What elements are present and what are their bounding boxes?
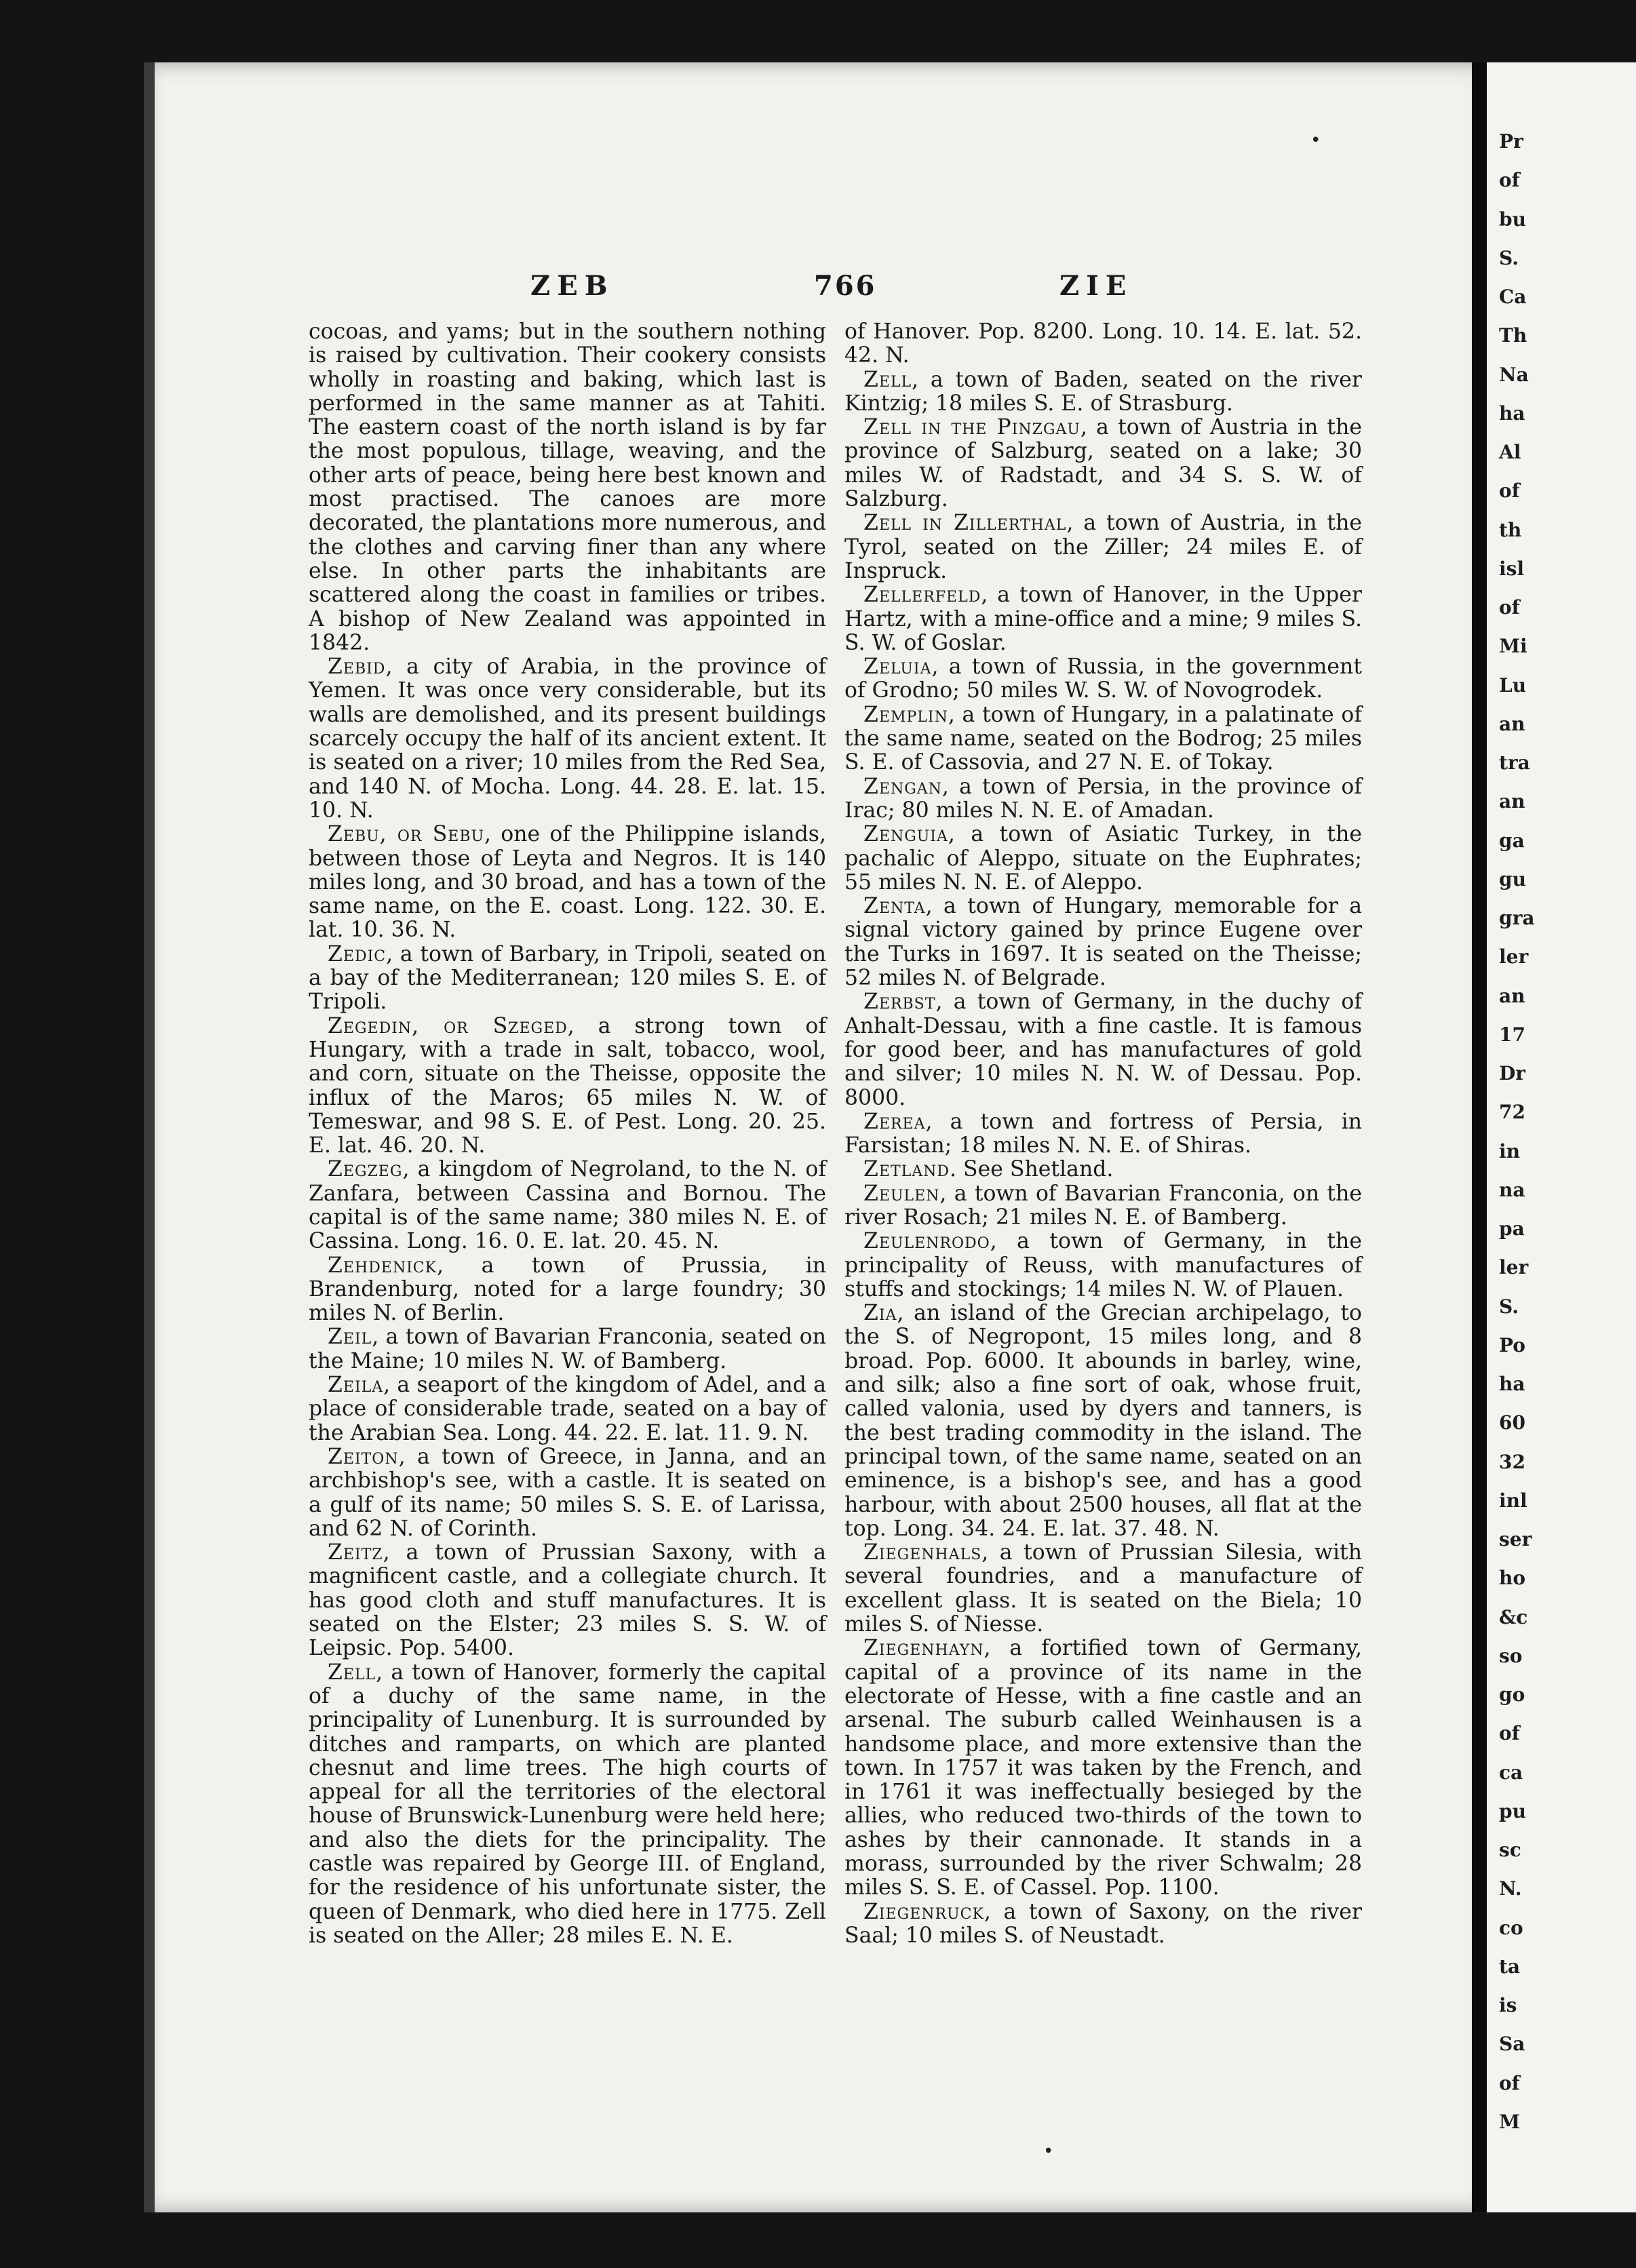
entry-headword: Zellerfeld (863, 583, 981, 608)
entry-headword: Zemplin (863, 702, 948, 727)
gazetteer-entry (309, 823, 826, 942)
next-page-fragment: Al (1499, 441, 1521, 463)
next-page-fragment: 32 (1499, 1451, 1525, 1473)
book-gutter (1472, 62, 1487, 2212)
entry-headword: Zebu, or Sebu (328, 822, 485, 847)
entry-text: , an island of the Grecian archipelago, to the S. of Negropont, 15 miles long, and 8 broad. Pop. 6000. It abounds in barley, wine, and silk; also a fine sort of oak, whose fruit, called valonia, used by dyers and tanners, is the best trading commodity in the island. The principal town, of the same name, seated on an eminence, is a bishop's see, and has a good harbour, with about 2500 houses, all flat at the top. Long. 34. 24. E. lat. 37. 48. N. (844, 1301, 1362, 1541)
next-page-fragment: of (1499, 2072, 1520, 2094)
entry-headword: Zegedin, or Szeged (328, 1013, 568, 1038)
next-page-fragment: ca (1499, 1761, 1523, 1784)
printed-dot: • (1043, 2141, 1054, 2162)
next-page-fragment: ho (1499, 1567, 1526, 1589)
next-page-fragment: pa (1499, 1217, 1525, 1240)
gazetteer-entry (844, 583, 1362, 655)
gazetteer-entry (844, 1900, 1362, 1949)
entry-text: , a town of Prussian Silesia, with several foundries, and a manufacture of excellent glass. It is seated on the Biela; 10 miles S. of Niesse. (844, 1540, 1362, 1637)
next-page-fragment: 60 (1499, 1411, 1525, 1434)
entry-headword: Zeulen (863, 1181, 940, 1206)
entry-headword: Zebid (328, 654, 386, 680)
next-page-fragment: pu (1499, 1800, 1526, 1822)
gazetteer-entry (309, 1325, 826, 1373)
entry-text: , a town and fortress of Persia, in Farsistan; 18 miles N. N. E. of Shiras. (844, 1109, 1362, 1158)
entry-headword: Zia (863, 1301, 897, 1326)
entry-headword: Zegzeg (328, 1157, 403, 1182)
entry-text: , a town of Hanover, formerly the capital of a duchy of the same name, in the principality of Lunenburg. It is surrounded by ditches and ramparts, on which are planted chesnut and lime trees. The high courts of appeal for all the territories of the electoral house of Brunswick-Lunenburg were held here; and also the diets for the principality. The castle was repaired by George III. of England, for the residence of his unfortunate sister, the queen of Denmark, who died here in 1775. Zell is seated on the Aller; 28 miles E. N. E. (309, 1660, 826, 1948)
next-page-fragment: M (1499, 2111, 1520, 2133)
next-page-fragment: so (1499, 1645, 1523, 1667)
next-page-fragment: of (1499, 596, 1520, 619)
next-page-fragment: sc (1499, 1839, 1521, 1861)
next-page-fragment: N. (1499, 1877, 1522, 1900)
entry-text: , a town of Persia, in the province of Irac; 80 miles N. N. E. of Amadan. (844, 774, 1362, 823)
next-page-fragment: isl (1499, 558, 1525, 580)
entry-headword: Zell in Zillerthal (863, 511, 1067, 536)
entry-headword: Zell (328, 1660, 376, 1685)
next-page-fragment: Pr (1499, 130, 1523, 153)
next-page-fragment: ler (1499, 1256, 1529, 1278)
next-page-fragment: Po (1499, 1334, 1525, 1356)
next-page-fragment: inl (1499, 1489, 1527, 1512)
gazetteer-entry (844, 368, 1362, 416)
left-column (309, 320, 826, 1948)
gazetteer-entry (844, 823, 1362, 895)
next-page-fragment: gra (1499, 907, 1535, 929)
next-page-fragment: Dr (1499, 1062, 1526, 1084)
entry-text: , a town of Germany, in the duchy of Anhalt-Dessau, with a fine castle. It is famous for good beer, and has manufactures of gold and silver; 10 miles N. N. W. of Dessau. Pop. 8000. (844, 990, 1362, 1110)
entry-headword: Zeulenrodo (863, 1229, 990, 1254)
entry-headword: Zerea (863, 1109, 926, 1134)
next-page-fragment: an (1499, 790, 1525, 813)
gazetteer-entry (844, 1541, 1362, 1637)
next-page-fragment: ga (1499, 829, 1525, 852)
entry-headword: Ziegenruck (863, 1899, 984, 1924)
right-column (844, 320, 1362, 1948)
entry-headword: Ziegenhayn (863, 1636, 984, 1661)
entry-headword: Zeiton (328, 1444, 399, 1469)
gazetteer-entry (844, 1158, 1362, 1181)
entry-text: , a town of Barbary, in Tripoli, seated on a bay of the Mediterranean; 120 miles S. E. of Tripoli. (309, 941, 826, 1015)
next-page-fragment: S. (1499, 247, 1519, 269)
next-page-fragment: Mi (1499, 635, 1527, 657)
next-page-fragment: ta (1499, 1955, 1521, 1978)
entry-headword: Zenguia (863, 822, 948, 847)
page-edge (144, 62, 155, 2212)
gazetteer-entry (309, 1661, 826, 1949)
next-page-fragment: na (1499, 1179, 1525, 1201)
entry-text: cocoas, and yams; but in the southern nothing is raised by cultivation. Their cookery consists wholly in roasting and baking, which last is performed in the same manner as at Tahiti. The eastern coast of the north island is by far the most populous, tillage, weaving, and the other arts of peace, being here best known and most practised. The canoes are more decorated, the plantations more numerous, and the clothes and carving finer than any where else. In other parts the inhabitants are scattered along the coast in families or tribes. A bishop of New Zealand was appointed in 1842. (309, 319, 826, 655)
next-page-fragment: of (1499, 169, 1520, 191)
next-page-fragment: Ca (1499, 286, 1527, 308)
entry-headword: Zeitz (328, 1540, 383, 1565)
next-page-fragment: gu (1499, 868, 1526, 891)
next-page-fragment: Lu (1499, 674, 1527, 697)
entry-text: , a city of Arabia, in the province of Yemen. It was once very considerable, but its walls are demolished, and its present buildings scarcely occupy the half of its ancient extent. It is seated on a river; 10 miles from the Red Sea, and 140 N. of Mocha. Long. 44. 28. E. lat. 15. 10. N. (309, 654, 826, 823)
entry-text: , a town of Bavarian Franconia, on the river Rosach; 21 miles N. E. of Bamberg. (844, 1181, 1362, 1230)
entry-text: , a town of Austria, in the Tyrol, seated on the Ziller; 24 miles E. of Inspruck. (844, 511, 1362, 583)
gazetteer-entry (844, 1110, 1362, 1158)
entry-text: , a town of Prussian Saxony, with a magnificent castle, and a collegiate church. It has good cloth and stuff manufactures. It is seated on the Elster; 23 miles S. S. W. of Leipsic. Pop. 5400. (309, 1540, 826, 1661)
next-page-fragment: Th (1499, 324, 1527, 347)
gazetteer-entry (844, 990, 1362, 1110)
gazetteer-entry (309, 1158, 826, 1253)
entry-headword: Zerbst (863, 990, 936, 1015)
entry-text: , a town of Hungary, memorable for a signal victory gained by prince Eugene over the Turks in 1697. It is seated on the Theisse; 52 miles N. of Belgrade. (844, 894, 1362, 991)
entry-headword: Zeila (328, 1373, 384, 1398)
next-page-fragment: co (1499, 1917, 1523, 1939)
entry-text: , a strong town of Hungary, with a trade in salt, tobacco, wool, and corn, situate on the Theisse, opposite the influx of the Maros; 65 miles N. W. of Temeswar, and 98 S. E. of Pest. Long. 20. 25. E. lat. 46. 20. N. (309, 1013, 827, 1158)
next-page-fragment: bu (1499, 208, 1526, 231)
gazetteer-entry (844, 511, 1362, 583)
next-page-fragment: ha (1499, 1373, 1525, 1395)
book-page (144, 62, 1487, 2212)
next-page-fragment: in (1499, 1140, 1520, 1162)
entry-text: , a town of Baden, seated on the river Kintzig; 18 miles S. E. of Strasburg. (844, 367, 1362, 416)
next-page-fragment: of (1499, 480, 1520, 502)
entry-headword: Zengan (863, 774, 942, 799)
running-header (144, 270, 1487, 304)
gazetteer-entry (309, 1373, 826, 1445)
gazetteer-entry (309, 655, 826, 823)
gazetteer-entry (844, 703, 1362, 775)
next-page-fragment: &c (1499, 1606, 1528, 1628)
entry-text: , a town of Asiatic Turkey, in the pachalic of Aleppo, situate on the Euphrates; 55 miles N. N. E. of Aleppo. (844, 822, 1362, 895)
next-page-fragment: Sa (1499, 2033, 1525, 2055)
gazetteer-entry (309, 1445, 826, 1541)
entry-text: , a seaport of the kingdom of Adel, and a place of considerable trade, seated on a bay of the Arabian Sea. Long. 44. 22. E. lat. 11. 9. N. (309, 1373, 826, 1445)
entry-continuation (844, 320, 1362, 368)
entry-text: , a fortified town of Germany, capital of a province of its name in the electorate of Hesse, with a fine castle and an arsenal. The suburb called Weinhausen is a handsome place, and more extensive than the town. In 1757 it was taken by the French, and in 1761 it was ineffectually besieged by the allies, who reduced two-thirds of the town to ashes by their cannonade. It stands in a morass, surrounded by the river Schwalm; 28 miles S. S. E. of Cassel. Pop. 1100. (844, 1636, 1362, 1900)
entry-text: , a town of Russia, in the government of Grodno; 50 miles W. S. W. of Novogrodek. (844, 654, 1362, 703)
next-page-fragment: ser (1499, 1528, 1532, 1550)
entry-headword: Zedic (328, 941, 387, 966)
gazetteer-entry (844, 1230, 1362, 1302)
entry-text: . See Shetland. (950, 1157, 1114, 1182)
next-page-fragment: go (1499, 1683, 1525, 1706)
next-page-fragment: S. (1499, 1295, 1519, 1318)
entry-headword: Zenta (863, 894, 926, 919)
gazetteer-entry (844, 1637, 1362, 1900)
next-page-fragment: ha (1499, 402, 1525, 425)
next-page-fragment: Na (1499, 364, 1529, 386)
gazetteer-entry (844, 416, 1362, 511)
next-page-fragment: of (1499, 1722, 1520, 1744)
next-page-fragment: th (1499, 519, 1522, 541)
gazetteer-entry (844, 775, 1362, 823)
gazetteer-entry (309, 943, 826, 1015)
entry-text: , a town of Bavarian Franconia, seated on the Maine; 10 miles N. W. of Bamberg. (309, 1325, 826, 1373)
entry-headword: Zetland (863, 1157, 950, 1182)
entry-text: , a town of Hanover, in the Upper Hartz, with a mine-office and a mine; 9 miles S. S. W. of Goslar. (844, 583, 1362, 655)
entry-text: , a town of Saxony, on the river Saal; 10 miles S. of Neustadt. (844, 1899, 1362, 1948)
gazetteer-entry (309, 1541, 826, 1660)
entry-text: , a kingdom of Negroland, to the N. of Zanfara, between Cassina and Bornou. The capital is of the same name; 380 miles N. E. of Cassina. Long. 16. 0. E. lat. 20. 45. N. (309, 1157, 826, 1254)
next-page-fragment: 72 (1499, 1101, 1525, 1123)
entry-headword: Zell in the Pinzgau (863, 415, 1080, 440)
next-page-fragment: an (1499, 713, 1525, 735)
header-right-guide-word: ZIE (1059, 270, 1133, 302)
next-page-edge (1487, 62, 1636, 2212)
gazetteer-entry (844, 1302, 1362, 1541)
entry-text: , a town of Austria in the province of Salzburg, seated on a lake; 30 miles W. of Radstadt, and 34 S. S. W. of Salzburg. (844, 415, 1362, 512)
entry-continuation (309, 320, 826, 655)
next-page-fragment: ler (1499, 945, 1529, 968)
entry-text: , a town of Prussia, in Brandenburg, noted for a large foundry; 30 miles N. of Berlin. (309, 1253, 826, 1326)
entry-text: of Hanover. Pop. 8200. Long. 10. 14. E. lat. 52. 42. N. (844, 319, 1362, 368)
next-page-fragment: tra (1499, 751, 1530, 774)
gazetteer-entry (844, 1182, 1362, 1230)
entry-text: , a town of Hungary, in a palatinate of the same name, seated on the Bodrog; 25 miles S. E. of Cassovia, and 27 N. E. of Tokay. (844, 702, 1362, 775)
entry-text: , a town of Greece, in Janna, and an archbishop's see, with a castle. It is seated on a gulf of its name; 50 miles S. S. E. of Larissa, and 62 N. of Corinth. (309, 1444, 826, 1541)
printed-dot: • (1310, 130, 1321, 151)
header-left-guide-word: ZEB (530, 270, 615, 302)
next-page-fragment: an (1499, 985, 1525, 1007)
entry-text: , a town of Germany, in the principality of Reuss, with manufactures of stuffs and stockings; 14 miles N. W. of Plauen. (844, 1229, 1362, 1302)
next-page-fragment: 17 (1499, 1023, 1525, 1046)
gazetteer-entry (844, 655, 1362, 703)
entry-headword: Zell (863, 367, 912, 392)
entry-headword: Zehdenick (328, 1253, 437, 1278)
entry-headword: Zeluia (863, 654, 932, 680)
gazetteer-entry (309, 1015, 826, 1158)
gazetteer-entry (844, 895, 1362, 990)
entry-headword: Zeil (328, 1325, 372, 1350)
gazetteer-entry (309, 1254, 826, 1326)
entry-headword: Ziegenhals (863, 1540, 982, 1565)
entry-text: , one of the Philippine islands, between those of Leyta and Negros. It is 140 miles long, and 30 broad, and has a town of the same name, on the E. coast. Long. 122. 30. E. lat. 10. 36. N. (309, 822, 826, 943)
page-number: 766 (814, 270, 877, 302)
next-page-fragment: is (1499, 1994, 1517, 2016)
